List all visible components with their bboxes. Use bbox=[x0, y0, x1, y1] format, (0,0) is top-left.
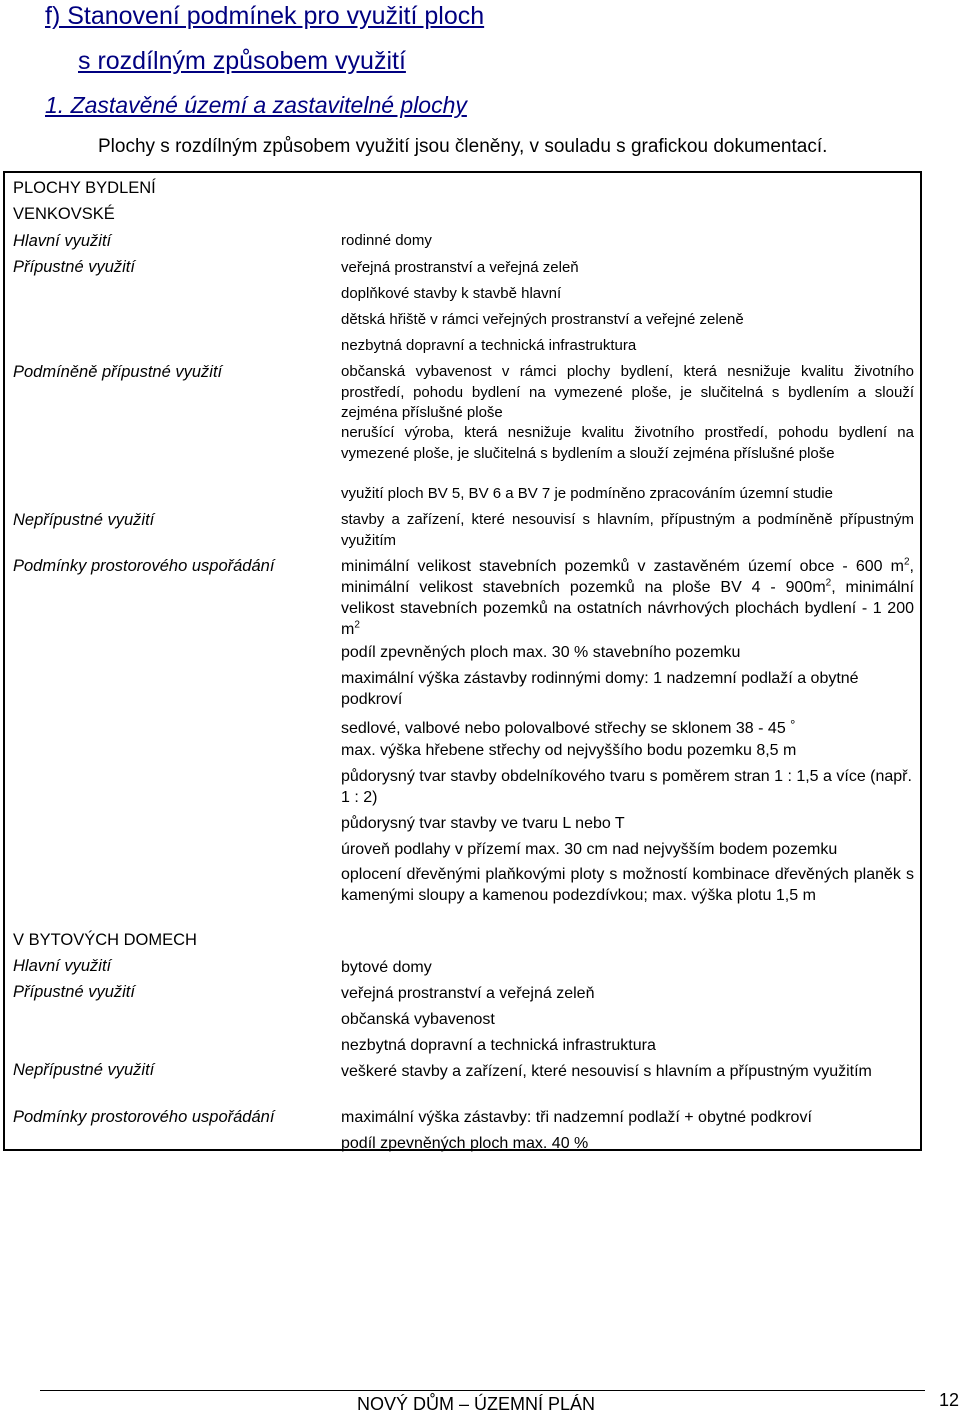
label-main-use: Hlavní využití bbox=[13, 957, 112, 975]
subtitle: 1. Zastavěné území a zastavitelné plochy bbox=[45, 92, 467, 118]
allowed-item: veřejná prostranství a veřejná zeleň bbox=[341, 259, 579, 276]
forbidden-value: veškeré stavby a zařízení, které nesouvisí s hlavním a přípustným využitím bbox=[341, 1063, 872, 1080]
title-line-2: s rozdílným způsobem využití bbox=[78, 47, 406, 75]
footer-divider bbox=[40, 1390, 925, 1391]
allowed-item: nezbytná dopravní a technická infrastruktura bbox=[341, 1037, 656, 1054]
spatial-item-roof bbox=[341, 714, 914, 739]
label-forbidden-use: Nepřípustné využití bbox=[13, 511, 155, 529]
spatial-item: podíl zpevněných ploch max. 40 % bbox=[341, 1135, 589, 1152]
conditional-item: nerušící výroba, která nesnižuje kvalitu životního prostředí, pohodu bydlení na vymezené ploše, je slučitelná s bydlením a slouží zejména příslušné ploše bbox=[341, 424, 914, 462]
spatial-item: maximální výška zástavby: tři nadzemní podlaží + obytné podkroví bbox=[341, 1109, 812, 1126]
footer-text: NOVÝ DŮM – ÚZEMNÍ PLÁN bbox=[357, 1394, 596, 1414]
spatial-text: minimální velikost stavebních pozemků v zastavěném území obce - 600 m bbox=[341, 558, 904, 575]
label-main-use: Hlavní využití bbox=[13, 232, 112, 250]
degree-sign: ° bbox=[790, 717, 796, 732]
spatial-item: oplocení dřevěnými plaňkovými ploty s možností kombinace dřevěných planěk s kamenými sloupy a kamenou podezdívkou; max. výška plotu 1,5 m bbox=[341, 866, 914, 904]
allowed-item: občanská vybavenost bbox=[341, 1011, 495, 1028]
conditional-item: využití ploch BV 5, BV 6 a BV 7 je podmíněno zpracováním územní studie bbox=[341, 485, 833, 502]
allowed-item: dětská hřiště v rámci veřejných prostranství a veřejné zeleně bbox=[341, 311, 744, 328]
superscript: 2 bbox=[903, 556, 910, 568]
main-use-value: bytové domy bbox=[341, 959, 432, 976]
spatial-item: max. výška hřebene střechy od nejvyššího bodu pozemku 8,5 m bbox=[341, 742, 797, 759]
intro-text: Plochy s rozdílným způsobem využití jsou členěny, v souladu s grafickou dokumentací. bbox=[98, 136, 828, 157]
label-allowed-use: Přípustné využití bbox=[13, 258, 135, 276]
title-line-1: f) Stanovení podmínek pro využití ploch bbox=[45, 2, 485, 30]
allowed-item: nezbytná dopravní a technická infrastruktura bbox=[341, 337, 637, 354]
main-use-value: rodinné domy bbox=[341, 232, 432, 249]
label-conditional-use: Podmíněně přípustné využití bbox=[13, 363, 223, 381]
section-subheading-venkovske: VENKOVSKÉ bbox=[13, 205, 115, 223]
superscript: 2 bbox=[354, 619, 360, 631]
spatial-item: půdorysný tvar stavby obdelníkového tvaru s poměrem stran 1 : 1,5 a více (např. 1 : 2) bbox=[341, 768, 912, 806]
spatial-item: podíl zpevněných ploch max. 30 % stavebního pozemku bbox=[341, 644, 741, 661]
label-spatial-conditions: Podmínky prostorového uspořádání bbox=[13, 1108, 275, 1126]
allowed-item: veřejná prostranství a veřejná zeleň bbox=[341, 985, 595, 1002]
spatial-text: , minimální velikost stavebních pozemků na ostatních návrhových plochách bydlení - 1 200 m bbox=[341, 579, 915, 638]
spatial-item: maximální výška zástavby rodinnými domy: 1 nadzemní podlaží a obytné podkroví bbox=[341, 670, 859, 708]
allowed-item: doplňkové stavby k stavbě hlavní bbox=[341, 285, 562, 302]
spatial-plot-size bbox=[341, 556, 914, 640]
forbidden-value: stavby a zařízení, které nesouvisí s hlavním, přípustným a podmíněně přípustným využitím bbox=[341, 511, 914, 549]
section-heading: PLOCHY BYDLENÍ bbox=[13, 179, 156, 197]
label-forbidden-use: Nepřípustné využití bbox=[13, 1061, 155, 1079]
spatial-item: půdorysný tvar stavby ve tvaru L nebo T bbox=[341, 815, 625, 832]
page-number: 12 bbox=[939, 1390, 960, 1410]
superscript: 2 bbox=[825, 577, 832, 589]
label-allowed-use: Přípustné využití bbox=[13, 983, 135, 1001]
label-spatial-conditions: Podmínky prostorového uspořádání bbox=[13, 557, 275, 575]
conditional-item: občanská vybavenost v rámci plochy bydlení, která nesnižuje kvalitu životního prostředí, pohodu bydlení na vymezené ploše, je slučitelná s bydlením a slouží zejména příslušné ploše bbox=[341, 363, 914, 421]
spatial-text: sedlové, valbové nebo polovalbové střechy se sklonem 38 - 45 bbox=[341, 720, 786, 737]
spatial-text: , minimální velikost stavebních pozemků na ploše BV 4 - 900m bbox=[341, 558, 914, 596]
spatial-item: úroveň podlahy v přízemí max. 30 cm nad nejvyšším bodem pozemku bbox=[341, 841, 838, 858]
section-subheading-bytove-domy: V BYTOVÝCH DOMECH bbox=[13, 931, 197, 949]
